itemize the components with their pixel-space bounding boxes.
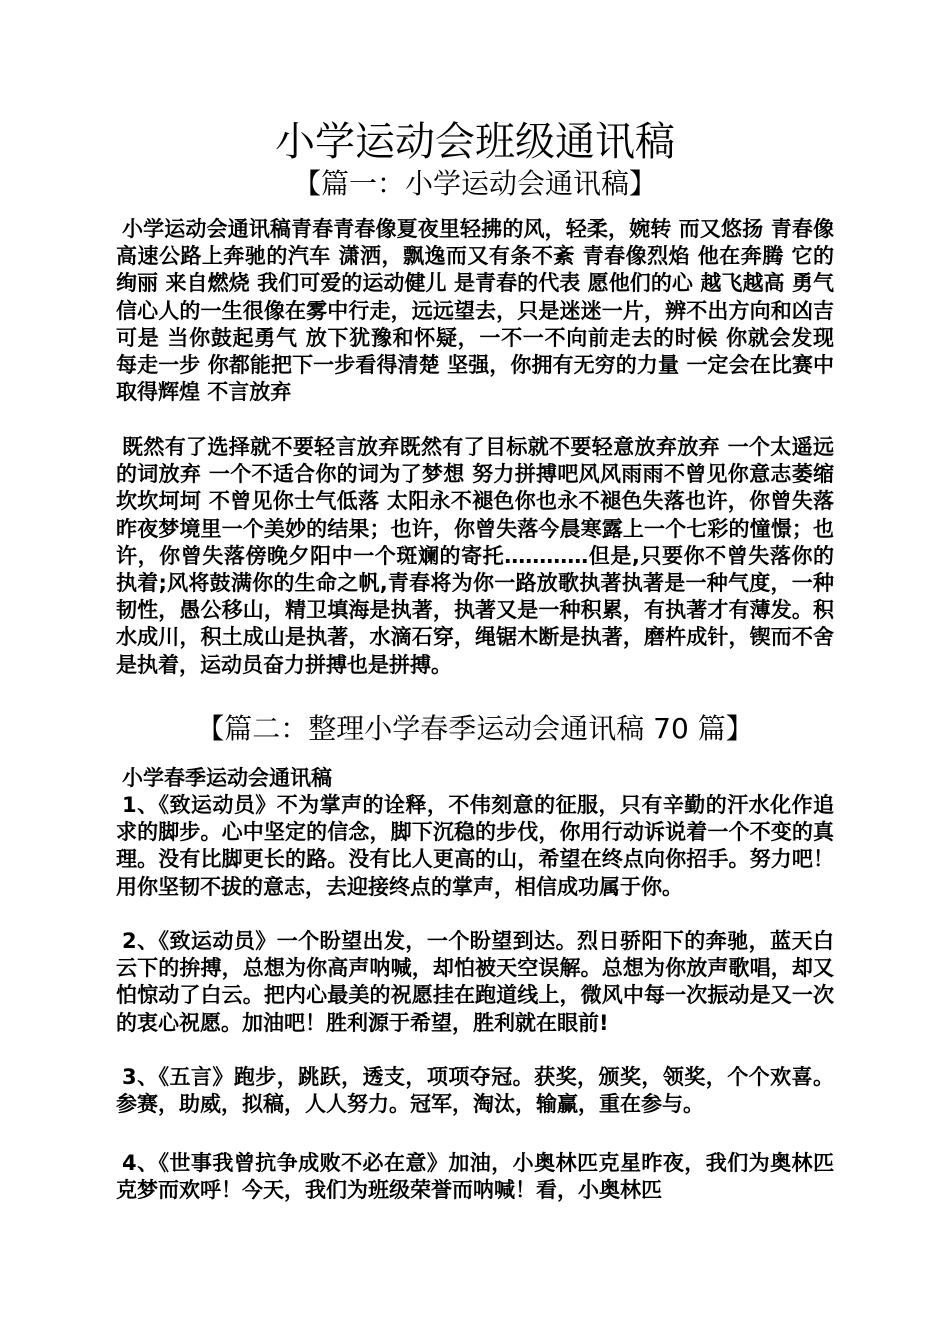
section1-paragraph-1: 小学运动会通讯稿青春青春像夏夜里轻拂的风，轻柔，婉转 而又悠扬 青春像高速公路上奔驰的汽车 潇洒，飘逸而又有条不紊 青春像烈焰 他在奔腾 它的绚丽 来自燃烧 我们可爱的运动健儿 是青春的代表 愿他们的心 越飞越高 勇气 信心人的一生很像在雾中行走，远远望去，只是迷迷一片，辨不出方向和凶吉可是 当你鼓起勇气 放下犹豫和怀疑，一不一不向前走去的时候 你就会发现 每走一步 你都能把下一步看得清楚 坚强，你拥有无穷的力量 一定会在比赛中取得辉煌 不言放弃	[116, 217, 834, 405]
list-item-4: 4、《世事我曾抗争成败不必在意》加油，小奥林匹克星昨夜，我们为奥林匹克梦而欢呼！今天，我们为班级荣誉而呐喊！看，小奥林匹	[116, 1151, 834, 1203]
section2-subheading: 小学春季运动会通讯稿	[122, 766, 332, 790]
list-item-2: 2、《致运动员》一个盼望出发，一个盼望到达。烈日骄阳下的奔驰，蓝天白云下的拚搏，总想为你高声呐喊，却怕被天空误解。总想为你放声歌唱，却又怕惊动了白云。把内心最美的祝愿挂在跑道线上，微风中每一次振动是又一次的衷心祝愿。加油吧！胜利源于希望，胜利就在眼前!	[116, 929, 834, 1035]
document-title: 小学运动会班级通讯稿	[275, 119, 675, 165]
section-heading-2: 【篇二：整理小学春季运动会通讯稿 70 篇】	[196, 712, 754, 745]
list-item-1: 1、《致运动员》不为掌声的诠释，不伟刻意的征服，只有辛勤的汗水化作追求的脚步。心中坚定的信念，脚下沉稳的步伐，你用行动诉说着一个不变的真理。没有比脚更长的路。没有比人更高的山，希望在终点向你招手。努力吧！用你坚韧不拔的意志，去迎接终点的掌声，相信成功属于你。	[116, 793, 834, 899]
list-item-3: 3、《五言》跑步，跳跃，透支，项项夺冠。获奖，颁奖，领奖，个个欢喜。参赛，助威，拟稿，人人努力。冠军，淘汰，输赢，重在参与。	[116, 1065, 834, 1117]
section1-paragraph-2: 既然有了选择就不要轻言放弃既然有了目标就不要轻意放弃放弃 一个太遥远的词放弃 一个不适合你的词为了梦想 努力拼搏吧风风雨雨不曾见你意志萎缩坎坎坷坷 不曾见你士气低落 太阳永不褪色你也永不褪色失落也许，你曾失落昨夜梦境里一个美妙的结果；也许，你曾失落今晨寒露上一个七彩的憧憬；也许，你曾失落傍晚夕阳中一个斑斓的寄托…………但是,只要你不曾失落你的执着;风将鼓满你的生命之帆,青春将为你一路放歌执著执著是一种气度，一种韧性，愚公移山，精卫填海是执著，执著又是一种积累，有执著才有薄发。积水成川，积土成山是执著，水滴石穿，绳锯木断是执著，磨杵成针，锲而不舍是执着，运动员奋力拼搏也是拼搏。	[116, 435, 834, 677]
section-heading-1: 【篇一：小学运动会通讯稿】	[292, 167, 657, 200]
